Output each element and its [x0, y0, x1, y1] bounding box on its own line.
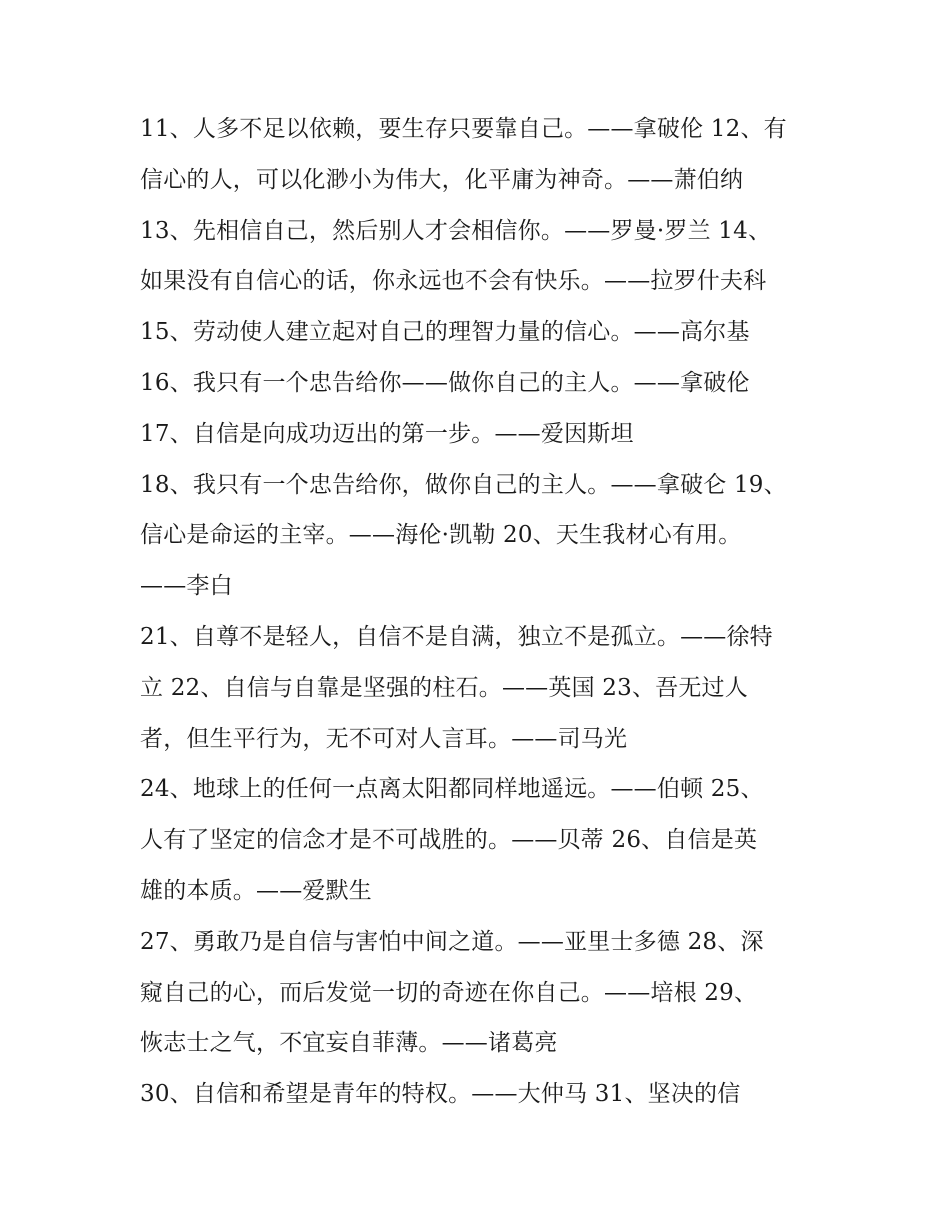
text-line: 30、自信和希望是青年的特权。——大仲马 31、坚决的信: [140, 1081, 741, 1108]
text-line: 信心是命运的主宰。——海伦·凯勒 20、天生我材心有用。: [140, 522, 742, 549]
text-line: 24、地球上的任何一点离太阳都同样地遥远。——伯顿 25、: [140, 776, 764, 803]
text-line: 如果没有自信心的话，你永远也不会有快乐。——拉罗什夫科: [140, 268, 767, 295]
text-line: 雄的本质。——爱默生: [140, 877, 372, 904]
text-line: ——李白: [140, 573, 233, 600]
text-line: 窥自己的心，而后发觉一切的奇迹在你自己。——培根 29、: [140, 979, 758, 1006]
text-line: 人有了坚定的信念才是不可战胜的。——贝蒂 26、自信是英: [140, 827, 758, 854]
text-line: 27、勇敢乃是自信与害怕中间之道。——亚里士多德 28、深: [140, 928, 764, 955]
text-line: 15、劳动使人建立起对自己的理智力量的信心。——高尔基: [140, 319, 750, 346]
text-line: 16、我只有一个忠告给你——做你自己的主人。——拿破伦: [140, 369, 750, 396]
text-line: 信心的人，可以化渺小为伟大，化平庸为神奇。——萧伯纳: [140, 166, 744, 193]
quote-text-block: [140, 104, 830, 1120]
text-line: 立 22、自信与自靠是坚强的柱石。——英国 23、吾无过人: [140, 674, 748, 701]
text-line: 13、先相信自己，然后别人才会相信你。——罗曼·罗兰 14、: [140, 217, 772, 244]
text-line: 者，但生平行为，无不可对人言耳。——司马光: [140, 725, 628, 752]
text-line: 21、自尊不是轻人，自信不是自满，独立不是孤立。——徐特: [140, 623, 773, 650]
text-line: 11、人多不足以依赖，要生存只要靠自己。——拿破伦 12、有: [140, 116, 787, 142]
text-line: 17、自信是向成功迈出的第一步。——爱因斯坦: [140, 420, 634, 447]
text-line: 恢志士之气，不宜妄自菲薄。——诸葛亮: [140, 1030, 558, 1057]
text-line: 18、我只有一个忠告给你，做你自己的主人。——拿破仑 19、: [140, 471, 787, 498]
